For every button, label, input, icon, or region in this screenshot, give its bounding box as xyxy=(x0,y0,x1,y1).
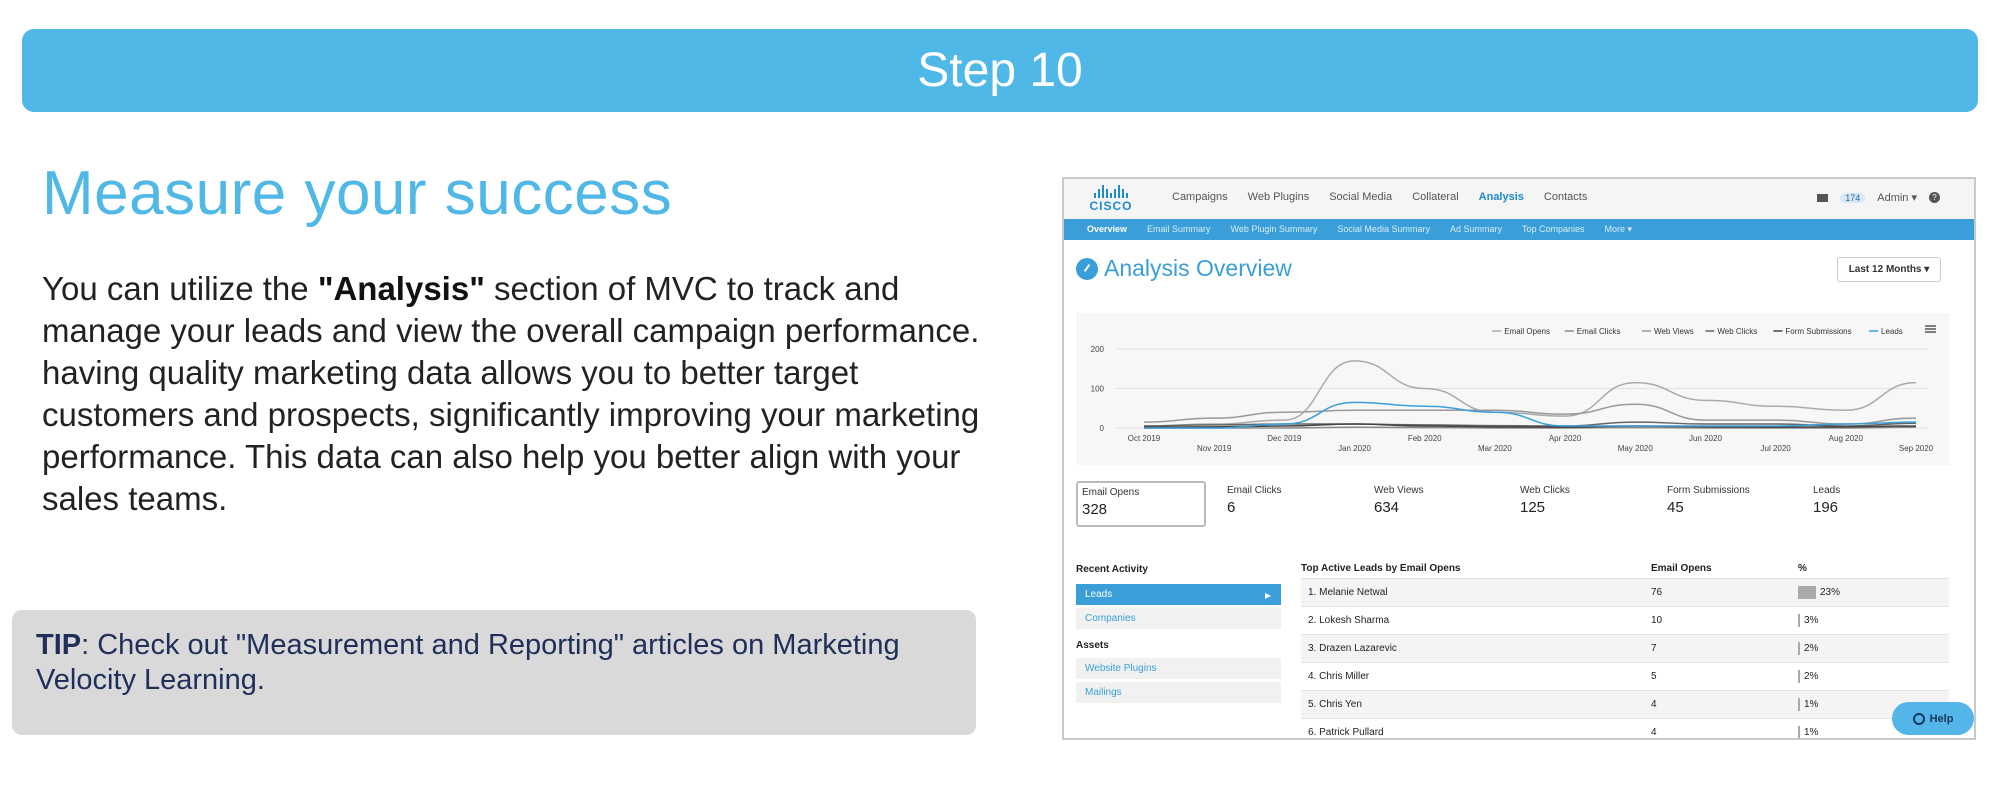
body-after: section of MVC to track and manage your leads and view the overall campaign performance. having quality marketing data allows you to better target customers and prospects, significantly improving your marketing performance. This data can also help you better align with your sales teams. xyxy=(42,270,980,517)
tab-overview[interactable]: Overview xyxy=(1087,224,1128,234)
lead-name[interactable]: 3. Drazen Lazarevic xyxy=(1308,643,1397,654)
stats-row xyxy=(1076,481,1956,529)
tip-box xyxy=(12,610,976,735)
stat-label: Email Clicks xyxy=(1227,485,1282,496)
lead-opens: 4 xyxy=(1651,699,1657,710)
top-leads-table xyxy=(1301,559,1949,740)
nav-analysis[interactable]: Analysis xyxy=(1478,191,1524,203)
x-tick-label: Jul 2020 xyxy=(1760,444,1791,453)
stat-value: 328 xyxy=(1082,501,1108,518)
percent-text: 1% xyxy=(1804,699,1819,710)
page-title-text: Analysis Overview xyxy=(1104,255,1292,281)
lead-percent xyxy=(1798,642,1948,655)
help-button[interactable] xyxy=(1892,702,1974,735)
sidebar-item-website-plugins[interactable]: Website Plugins xyxy=(1076,658,1281,679)
lead-percent xyxy=(1798,586,1948,599)
top-nav xyxy=(1064,179,1974,219)
lead-percent xyxy=(1798,670,1948,683)
stat-email-opens[interactable] xyxy=(1076,481,1206,527)
percent-bar xyxy=(1798,614,1800,627)
legend-label: Email Opens xyxy=(1504,327,1550,336)
sub-nav xyxy=(1064,219,1974,240)
nav-web-plugins[interactable]: Web Plugins xyxy=(1247,191,1310,203)
percent-bar xyxy=(1798,726,1800,739)
percent-bar xyxy=(1798,670,1800,683)
x-tick-label: Mar 2020 xyxy=(1478,444,1512,453)
lead-opens: 76 xyxy=(1651,587,1663,598)
body-bold: "Analysis" xyxy=(317,270,485,307)
headline: Measure your success xyxy=(42,159,673,228)
percent-text: 2% xyxy=(1804,671,1819,682)
legend-label: Email Clicks xyxy=(1576,327,1621,336)
stat-value: 196 xyxy=(1813,499,1839,516)
recent-activity-heading: Recent Activity xyxy=(1076,564,1148,575)
table-row[interactable] xyxy=(1301,635,1949,663)
x-tick-label: Nov 2019 xyxy=(1197,444,1232,453)
percent-bar xyxy=(1798,586,1816,599)
y-tick-label: 200 xyxy=(1090,345,1104,354)
tab-more[interactable]: More ▾ xyxy=(1604,224,1633,234)
stat-email-clicks[interactable] xyxy=(1223,481,1353,527)
tip-label: TIP xyxy=(36,629,82,661)
chat-bubble-icon xyxy=(1913,713,1925,725)
stat-value: 6 xyxy=(1227,499,1236,516)
dashboard-gauge-icon xyxy=(1076,258,1098,280)
stat-label: Web Clicks xyxy=(1520,485,1570,496)
table-row[interactable] xyxy=(1301,719,1949,740)
table-row[interactable] xyxy=(1301,607,1949,635)
stat-label: Leads xyxy=(1813,485,1841,496)
col-lead[interactable]: Top Active Leads by Email Opens xyxy=(1301,563,1461,574)
app-screenshot xyxy=(1062,177,1976,740)
help-label: Help xyxy=(1929,712,1954,725)
table-body xyxy=(1301,579,1949,740)
logo-word: CISCO xyxy=(1089,199,1133,213)
page-title xyxy=(1076,255,1292,282)
x-tick-label: May 2020 xyxy=(1617,444,1653,453)
nav-contacts[interactable]: Contacts xyxy=(1543,191,1588,203)
mail-count-badge: 174 xyxy=(1840,193,1865,203)
percent-bar xyxy=(1798,642,1800,655)
step-banner xyxy=(22,29,1978,112)
percent-bar xyxy=(1798,698,1800,711)
lead-opens: 7 xyxy=(1651,643,1657,654)
analysis-chart xyxy=(1076,313,1950,465)
lead-name[interactable]: 2. Lokesh Sharma xyxy=(1308,615,1390,626)
cisco-logo[interactable] xyxy=(1086,185,1136,215)
sidebar-item-leads[interactable]: Leads ▸ xyxy=(1076,584,1281,605)
x-tick-label: Apr 2020 xyxy=(1548,434,1582,443)
col-email-opens[interactable]: Email Opens xyxy=(1651,563,1712,574)
lead-name[interactable]: 4. Chris Miller xyxy=(1308,671,1370,682)
stat-leads[interactable] xyxy=(1809,481,1939,527)
table-header xyxy=(1301,559,1949,579)
nav-right xyxy=(1817,191,1940,204)
lead-opens: 10 xyxy=(1651,615,1663,626)
main-nav xyxy=(1172,191,1587,203)
admin-menu[interactable]: Admin ▾ xyxy=(1877,192,1917,204)
percent-text: 23% xyxy=(1820,587,1841,598)
col-percent[interactable]: % xyxy=(1798,563,1807,574)
x-tick-label: Feb 2020 xyxy=(1407,434,1442,443)
tab-email-summary[interactable]: Email Summary xyxy=(1147,224,1211,234)
x-tick-label: Oct 2019 xyxy=(1127,434,1161,443)
x-tick-label: Aug 2020 xyxy=(1828,434,1863,443)
mail-icon[interactable] xyxy=(1817,194,1828,202)
stat-value: 45 xyxy=(1667,499,1684,516)
tab-ad-summary[interactable]: Ad Summary xyxy=(1449,224,1502,234)
tip-text: : Check out "Measurement and Reporting" articles on Marketing Velocity Learning. xyxy=(36,629,900,696)
series-line xyxy=(1144,361,1916,426)
stat-web-views[interactable] xyxy=(1370,481,1500,527)
line-chart-svg xyxy=(1076,313,1950,465)
tab-social-media-summary[interactable]: Social Media Summary xyxy=(1337,224,1430,234)
x-tick-label: Jan 2020 xyxy=(1338,444,1372,453)
sidebar-item-companies[interactable]: Companies xyxy=(1076,608,1281,629)
nav-social-media[interactable]: Social Media xyxy=(1329,191,1393,203)
lead-name[interactable]: 1. Melanie Netwal xyxy=(1308,587,1388,598)
percent-text: 1% xyxy=(1804,727,1819,738)
lead-name[interactable]: 5. Chris Yen xyxy=(1308,699,1362,710)
legend-label: Leads xyxy=(1881,327,1903,336)
step-title: Step 10 xyxy=(917,44,1083,97)
tab-web-plugin-summary[interactable]: Web Plugin Summary xyxy=(1230,224,1318,234)
sidebar-item-mailings[interactable]: Mailings xyxy=(1076,682,1281,703)
nav-collateral[interactable]: Collateral xyxy=(1412,191,1459,203)
stat-label: Form Submissions xyxy=(1667,485,1750,496)
stat-label: Email Opens xyxy=(1082,487,1140,498)
x-tick-label: Sep 2020 xyxy=(1898,444,1934,453)
stat-value: 125 xyxy=(1520,499,1546,516)
legend-label: Web Clicks xyxy=(1717,327,1758,336)
lead-opens: 4 xyxy=(1651,727,1657,738)
percent-text: 2% xyxy=(1804,643,1819,654)
legend-label: Web Views xyxy=(1654,327,1694,336)
tab-top-companies[interactable]: Top Companies xyxy=(1521,224,1585,234)
body-paragraph xyxy=(42,268,1002,520)
x-tick-label: Jun 2020 xyxy=(1688,434,1722,443)
stat-form-submissions[interactable] xyxy=(1663,481,1793,527)
logo-bars xyxy=(1086,185,1136,198)
body-before: You can utilize the xyxy=(42,270,318,307)
assets-heading: Assets xyxy=(1076,640,1109,651)
help-question-icon[interactable]: ? xyxy=(1929,192,1940,203)
stat-web-clicks[interactable] xyxy=(1516,481,1646,527)
y-tick-label: 100 xyxy=(1090,384,1104,394)
lead-opens: 5 xyxy=(1651,671,1657,682)
table-row[interactable] xyxy=(1301,691,1949,719)
legend-label: Form Submissions xyxy=(1785,327,1852,336)
table-row[interactable] xyxy=(1301,663,1949,691)
table-row[interactable] xyxy=(1301,579,1949,607)
stat-value: 634 xyxy=(1374,499,1400,516)
y-tick-label: 0 xyxy=(1099,424,1104,433)
percent-text: 3% xyxy=(1804,615,1819,626)
lead-percent xyxy=(1798,614,1948,627)
stat-label: Web Views xyxy=(1374,485,1424,496)
x-tick-label: Dec 2019 xyxy=(1267,434,1302,443)
lead-name[interactable]: 6. Patrick Pullard xyxy=(1308,727,1384,738)
date-range-dropdown[interactable]: Last 12 Months ▾ xyxy=(1837,257,1941,282)
nav-campaigns[interactable]: Campaigns xyxy=(1172,191,1228,203)
chart-menu-icon[interactable] xyxy=(1925,326,1936,332)
